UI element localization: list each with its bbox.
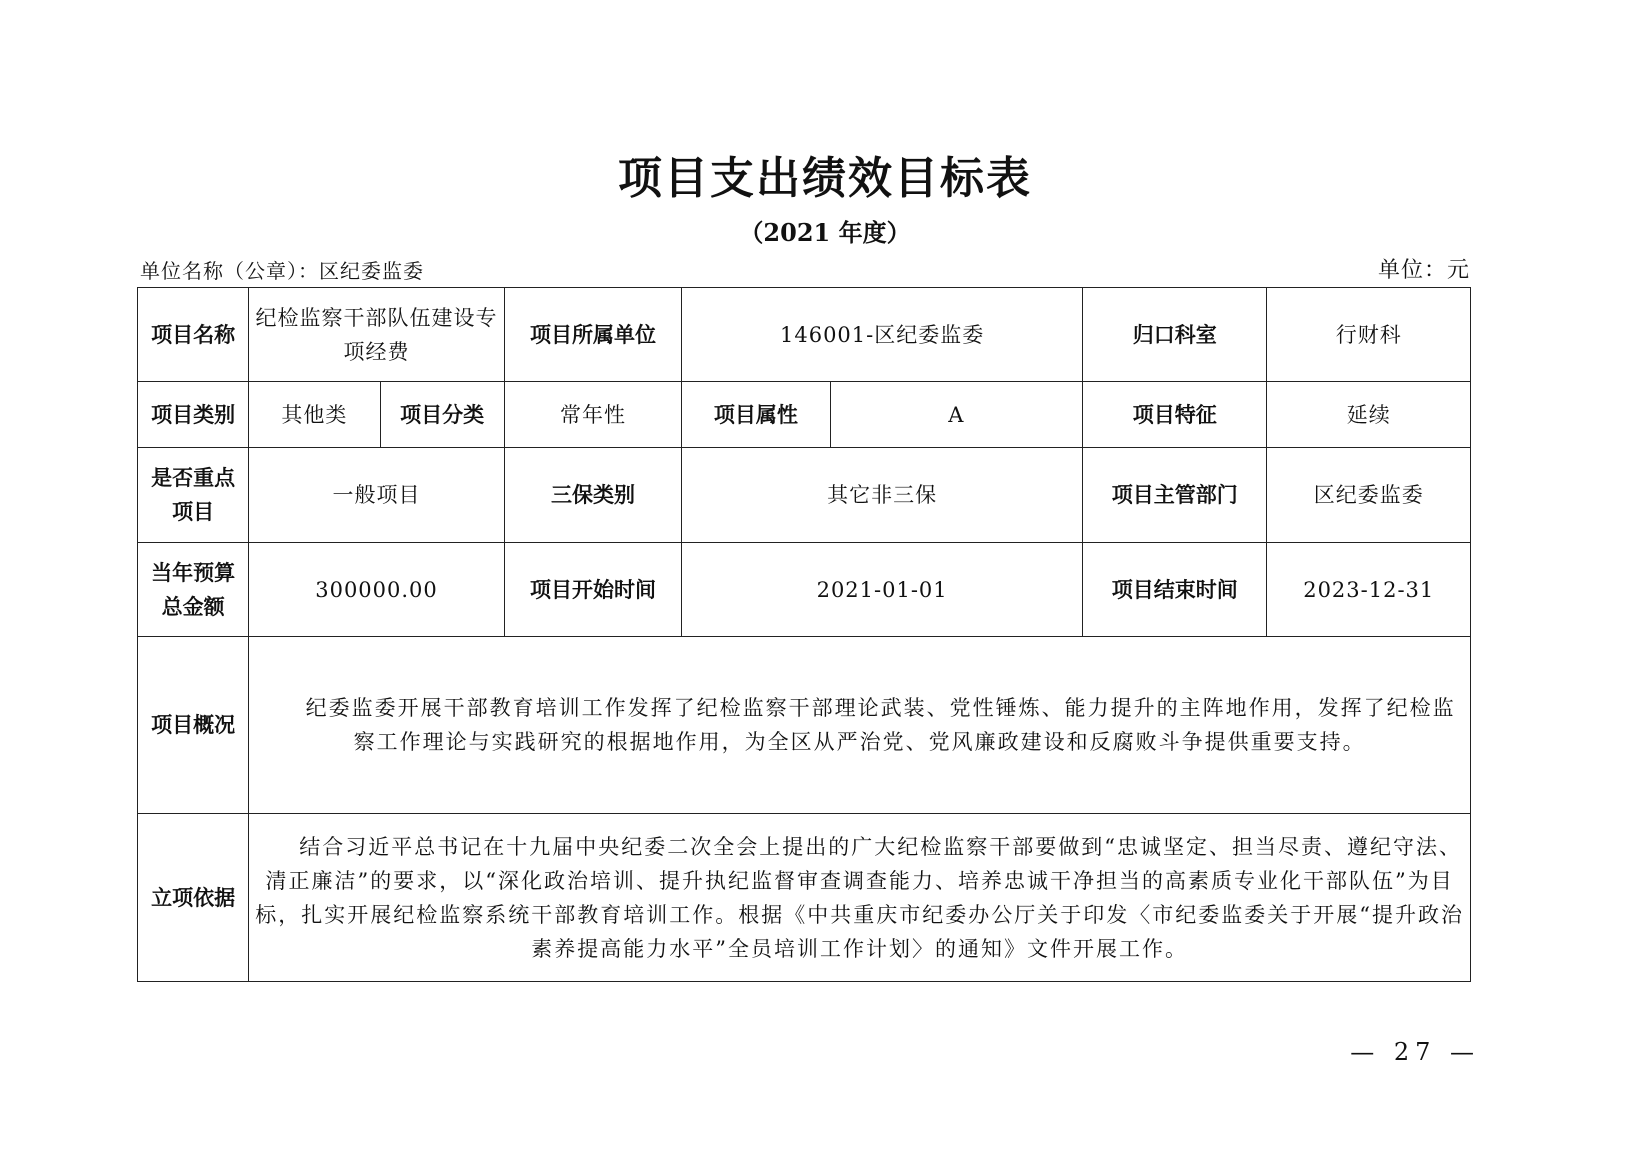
budget-value: 300000.00: [249, 543, 505, 637]
table-row: [138, 448, 1471, 543]
label-overview: 项目概况: [138, 637, 249, 814]
label-class: 项目分类: [380, 382, 504, 448]
attr-value: A: [830, 382, 1083, 448]
start-time-value: 2021-01-01: [682, 543, 1083, 637]
label-project-org: 项目所属单位: [504, 288, 681, 382]
label-sanbao: 三保类别: [504, 448, 681, 543]
overview-text: 纪委监委开展干部教育培训工作发挥了纪检监察干部理论武装、党性锤炼、能力提升的主阵地作用，发挥了纪检监察工作理论与实践研究的根据地作用，为全区从严治党、党风廉政建设和反腐败斗争提供重要支持。: [305, 696, 1456, 754]
table-row: [138, 543, 1471, 637]
label-start-time: 项目开始时间: [504, 543, 681, 637]
end-time-value: 2023-12-31: [1267, 543, 1471, 637]
label-basis: 立项依据: [138, 814, 249, 982]
table-row: [138, 637, 1471, 814]
label-end-time: 项目结束时间: [1083, 543, 1267, 637]
table-row: [138, 382, 1471, 448]
key-project-value: 一般项目: [249, 448, 505, 543]
label-manager-dept: 项目主管部门: [1083, 448, 1267, 543]
dept-value: 行财科: [1267, 288, 1471, 382]
performance-table: [137, 287, 1471, 982]
sanbao-value: 其它非三保: [682, 448, 1083, 543]
label-key-project: 是否重点项目: [138, 448, 249, 543]
basis-cell: [249, 814, 1471, 982]
currency-unit: 单位：元: [1377, 258, 1470, 283]
label-budget: 当年预算总金额: [138, 543, 249, 637]
label-attr: 项目属性: [682, 382, 830, 448]
manager-dept-value: 区纪委监委: [1267, 448, 1471, 543]
label-feature: 项目特征: [1083, 382, 1267, 448]
overview-cell: [249, 637, 1471, 814]
feature-value: 延续: [1267, 382, 1471, 448]
project-org-value: 146001-区纪委监委: [682, 288, 1083, 382]
unit-name: 单位名称（公章）：区纪委监委: [140, 259, 424, 283]
table-row: [138, 814, 1471, 982]
project-name-value: 纪检监察干部队伍建设专项经费: [249, 288, 505, 382]
document-subtitle: （2021 年度）: [739, 218, 911, 247]
class-value: 常年性: [504, 382, 681, 448]
category-value: 其他类: [249, 382, 380, 448]
page-number: — 27 —: [1350, 1038, 1480, 1066]
label-dept: 归口科室: [1083, 288, 1267, 382]
document-title: 项目支出绩效目标表: [618, 153, 1032, 204]
label-project-name: 项目名称: [138, 288, 249, 382]
label-category: 项目类别: [138, 382, 249, 448]
basis-text: 结合习近平总书记在十九届中央纪委二次全会上提出的广大纪检监察干部要做到“忠诚坚定、担当尽责、遵纪守法、清正廉洁”的要求，以“深化政治培训、提升执纪监督审查调查能力、培养忠诚干净担当的高素质专业化干部队伍”为目标，扎实开展纪检监察系统干部教育培训工作。根据《中共重庆市纪委办公厅关于印发〈市纪委监委关于开展“提升政治素养提高能力水平”全员培训工作计划〉的通知》文件开展工作。: [255, 834, 1464, 961]
table-row: [138, 288, 1471, 382]
